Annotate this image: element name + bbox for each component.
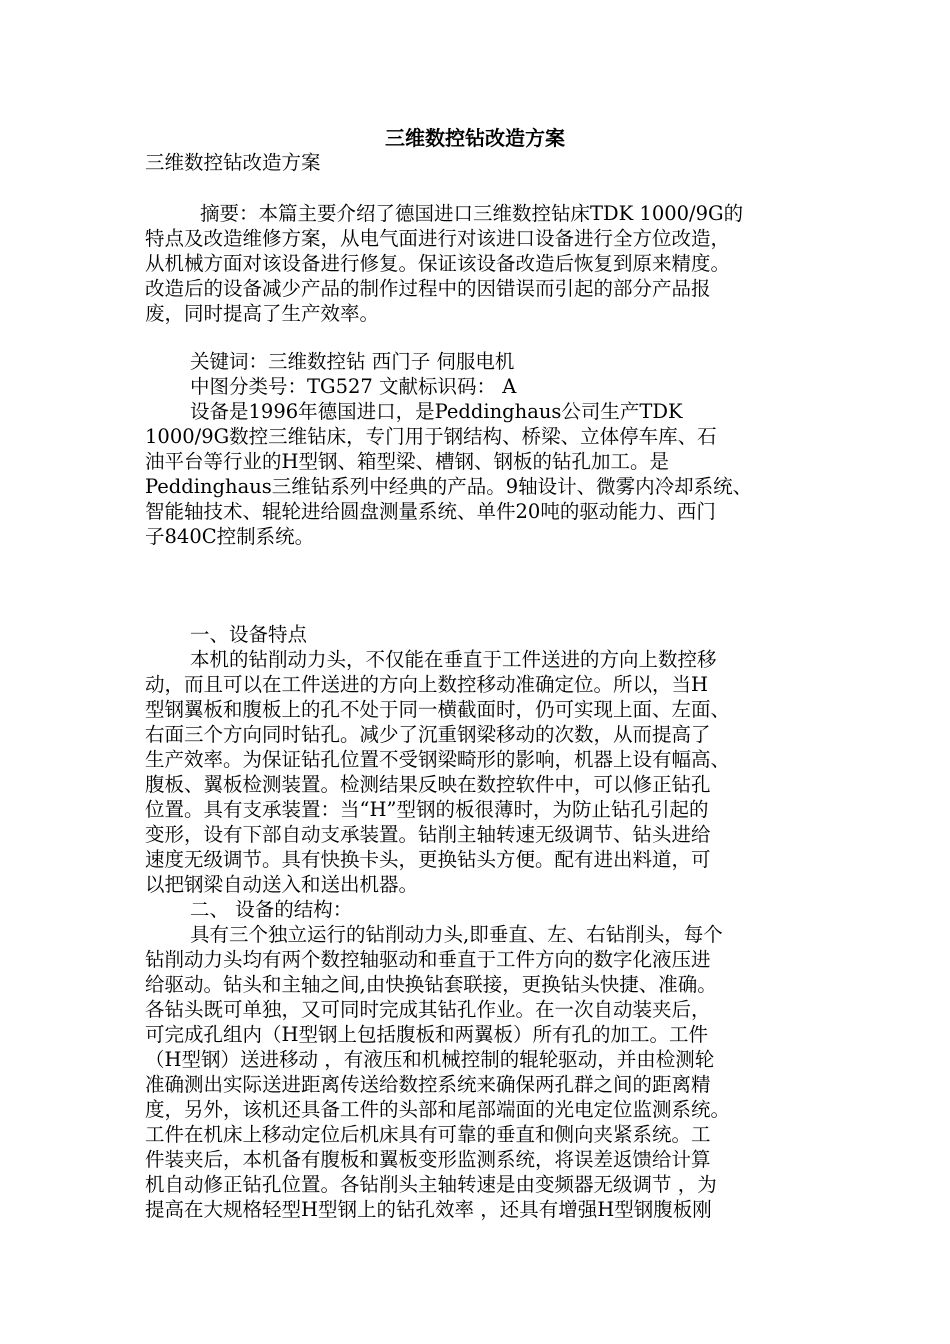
- section2-line: 钻削动力头均有两个数控轴驱动和垂直于工件方向的数字化液压进: [145, 948, 711, 971]
- classification-line: 中图分类号：TG527 文献标识码： A: [190, 375, 517, 398]
- document-title: 三维数控钻改造方案: [385, 126, 565, 150]
- abstract-line: 改造后的设备减少产品的制作过程中的因错误而引起的部分产品报: [145, 277, 711, 300]
- section2-line: 件装夹后，本机备有腹板和翼板变形监测系统，将误差返馈给计算: [145, 1148, 711, 1171]
- section2-line: 提高在大规格轻型H型钢上的钻孔效率 ，还具有增强H型钢腹板刚: [145, 1198, 712, 1221]
- section1-line: 腹板、翼板检测装置。检测结果反映在数控软件中，可以修正钻孔: [145, 773, 711, 796]
- abstract-line: 特点及改造维修方案，从电气面进行对该进口设备进行全方位改造，: [145, 227, 731, 250]
- intro-line: 油平台等行业的H型钢、箱型梁、槽钢、钢板的钻孔加工。是: [145, 450, 670, 473]
- abstract-line: 废，同时提高了生产效率。: [145, 302, 380, 325]
- intro-line: 1000/9G数控三维钻床，专门用于钢结构、桥梁、立体停车库、石: [145, 425, 717, 448]
- section2-line: （H型钢）送进移动 ，有液压和机械控制的辊轮驱动，并由检测轮: [145, 1048, 715, 1071]
- section2-line: 度，另外，该机还具备工件的头部和尾部端面的光电定位监测系统。: [145, 1098, 731, 1121]
- section2-line: 可完成孔组内（H型钢上包括腹板和两翼板）所有孔的加工。工件: [145, 1023, 709, 1046]
- intro-line: 设备是1996年德国进口，是Peddinghaus公司生产TDK: [190, 400, 683, 423]
- section1-line: 位置。具有支承装置：当“H”型钢的板很薄时，为防止钻孔引起的: [145, 798, 709, 821]
- abstract-line: 摘要：本篇主要介绍了德国进口三维数控钻床TDK 1000/9G的: [200, 202, 744, 225]
- section-heading: 一、设备特点: [190, 623, 308, 646]
- section2-line: 工件在机床上移动定位后机床具有可靠的垂直和侧向夹紧系统。工: [145, 1123, 711, 1146]
- section1-line: 速度无级调节。具有快换卡头，更换钻头方便。配有进出料道，可: [145, 848, 711, 871]
- keywords-line: 关键词：三维数控钻 西门子 伺服电机: [190, 350, 515, 373]
- section2-line: 机自动修正钻孔位置。各钻削头主轴转速是由变频器无级调节 ，为: [145, 1173, 717, 1196]
- intro-line: 子840C控制系统。: [145, 525, 315, 548]
- intro-line: 智能轴技术、辊轮进给圆盘测量系统、单件20吨的驱动能力、西门: [145, 500, 716, 523]
- section2-line: 给驱动。钻头和主轴之间,由快换钻套联接，更换钻头快捷、准确。: [145, 973, 717, 996]
- section1-line: 生产效率。为保证钻孔位置不受钢梁畸形的影响，机器上设有幅高、: [145, 748, 731, 771]
- section2-line: 具有三个独立运行的钻削动力头,即垂直、左、右钻削头，每个: [190, 923, 723, 946]
- abstract-line: 从机械方面对该设备进行修复。保证该设备改造后恢复到原来精度。: [145, 252, 731, 275]
- section1-line: 动，而且可以在工件送进的方向上数控移动准确定位。所以，当H: [145, 673, 709, 696]
- section1-line: 本机的钻削动力头，不仅能在垂直于工件送进的方向上数控移: [190, 648, 717, 671]
- section2-line: 准确测出实际送进距离传送给数控系统来确保两孔群之间的距离精: [145, 1073, 711, 1096]
- section1-line: 型钢翼板和腹板上的孔不处于同一横截面时，仍可实现上面、左面、: [145, 698, 731, 721]
- section1-line: 以把钢梁自动送入和送出机器。: [145, 873, 419, 896]
- section1-line: 变形，设有下部自动支承装置。钻削主轴转速无级调节、钻头进给: [145, 823, 711, 846]
- document-subtitle: 三维数控钻改造方案: [145, 151, 321, 174]
- intro-line: Peddinghaus三维钻系列中经典的产品。9轴设计、微雾内冷却系统、: [145, 475, 753, 498]
- section-heading: 二、 设备的结构：: [190, 898, 353, 921]
- section1-line: 右面三个方向同时钻孔。减少了沉重钢梁移动的次数，从而提高了: [145, 723, 711, 746]
- section2-line: 各钻头既可单独，又可同时完成其钻孔作业。在一次自动装夹后，: [145, 998, 711, 1021]
